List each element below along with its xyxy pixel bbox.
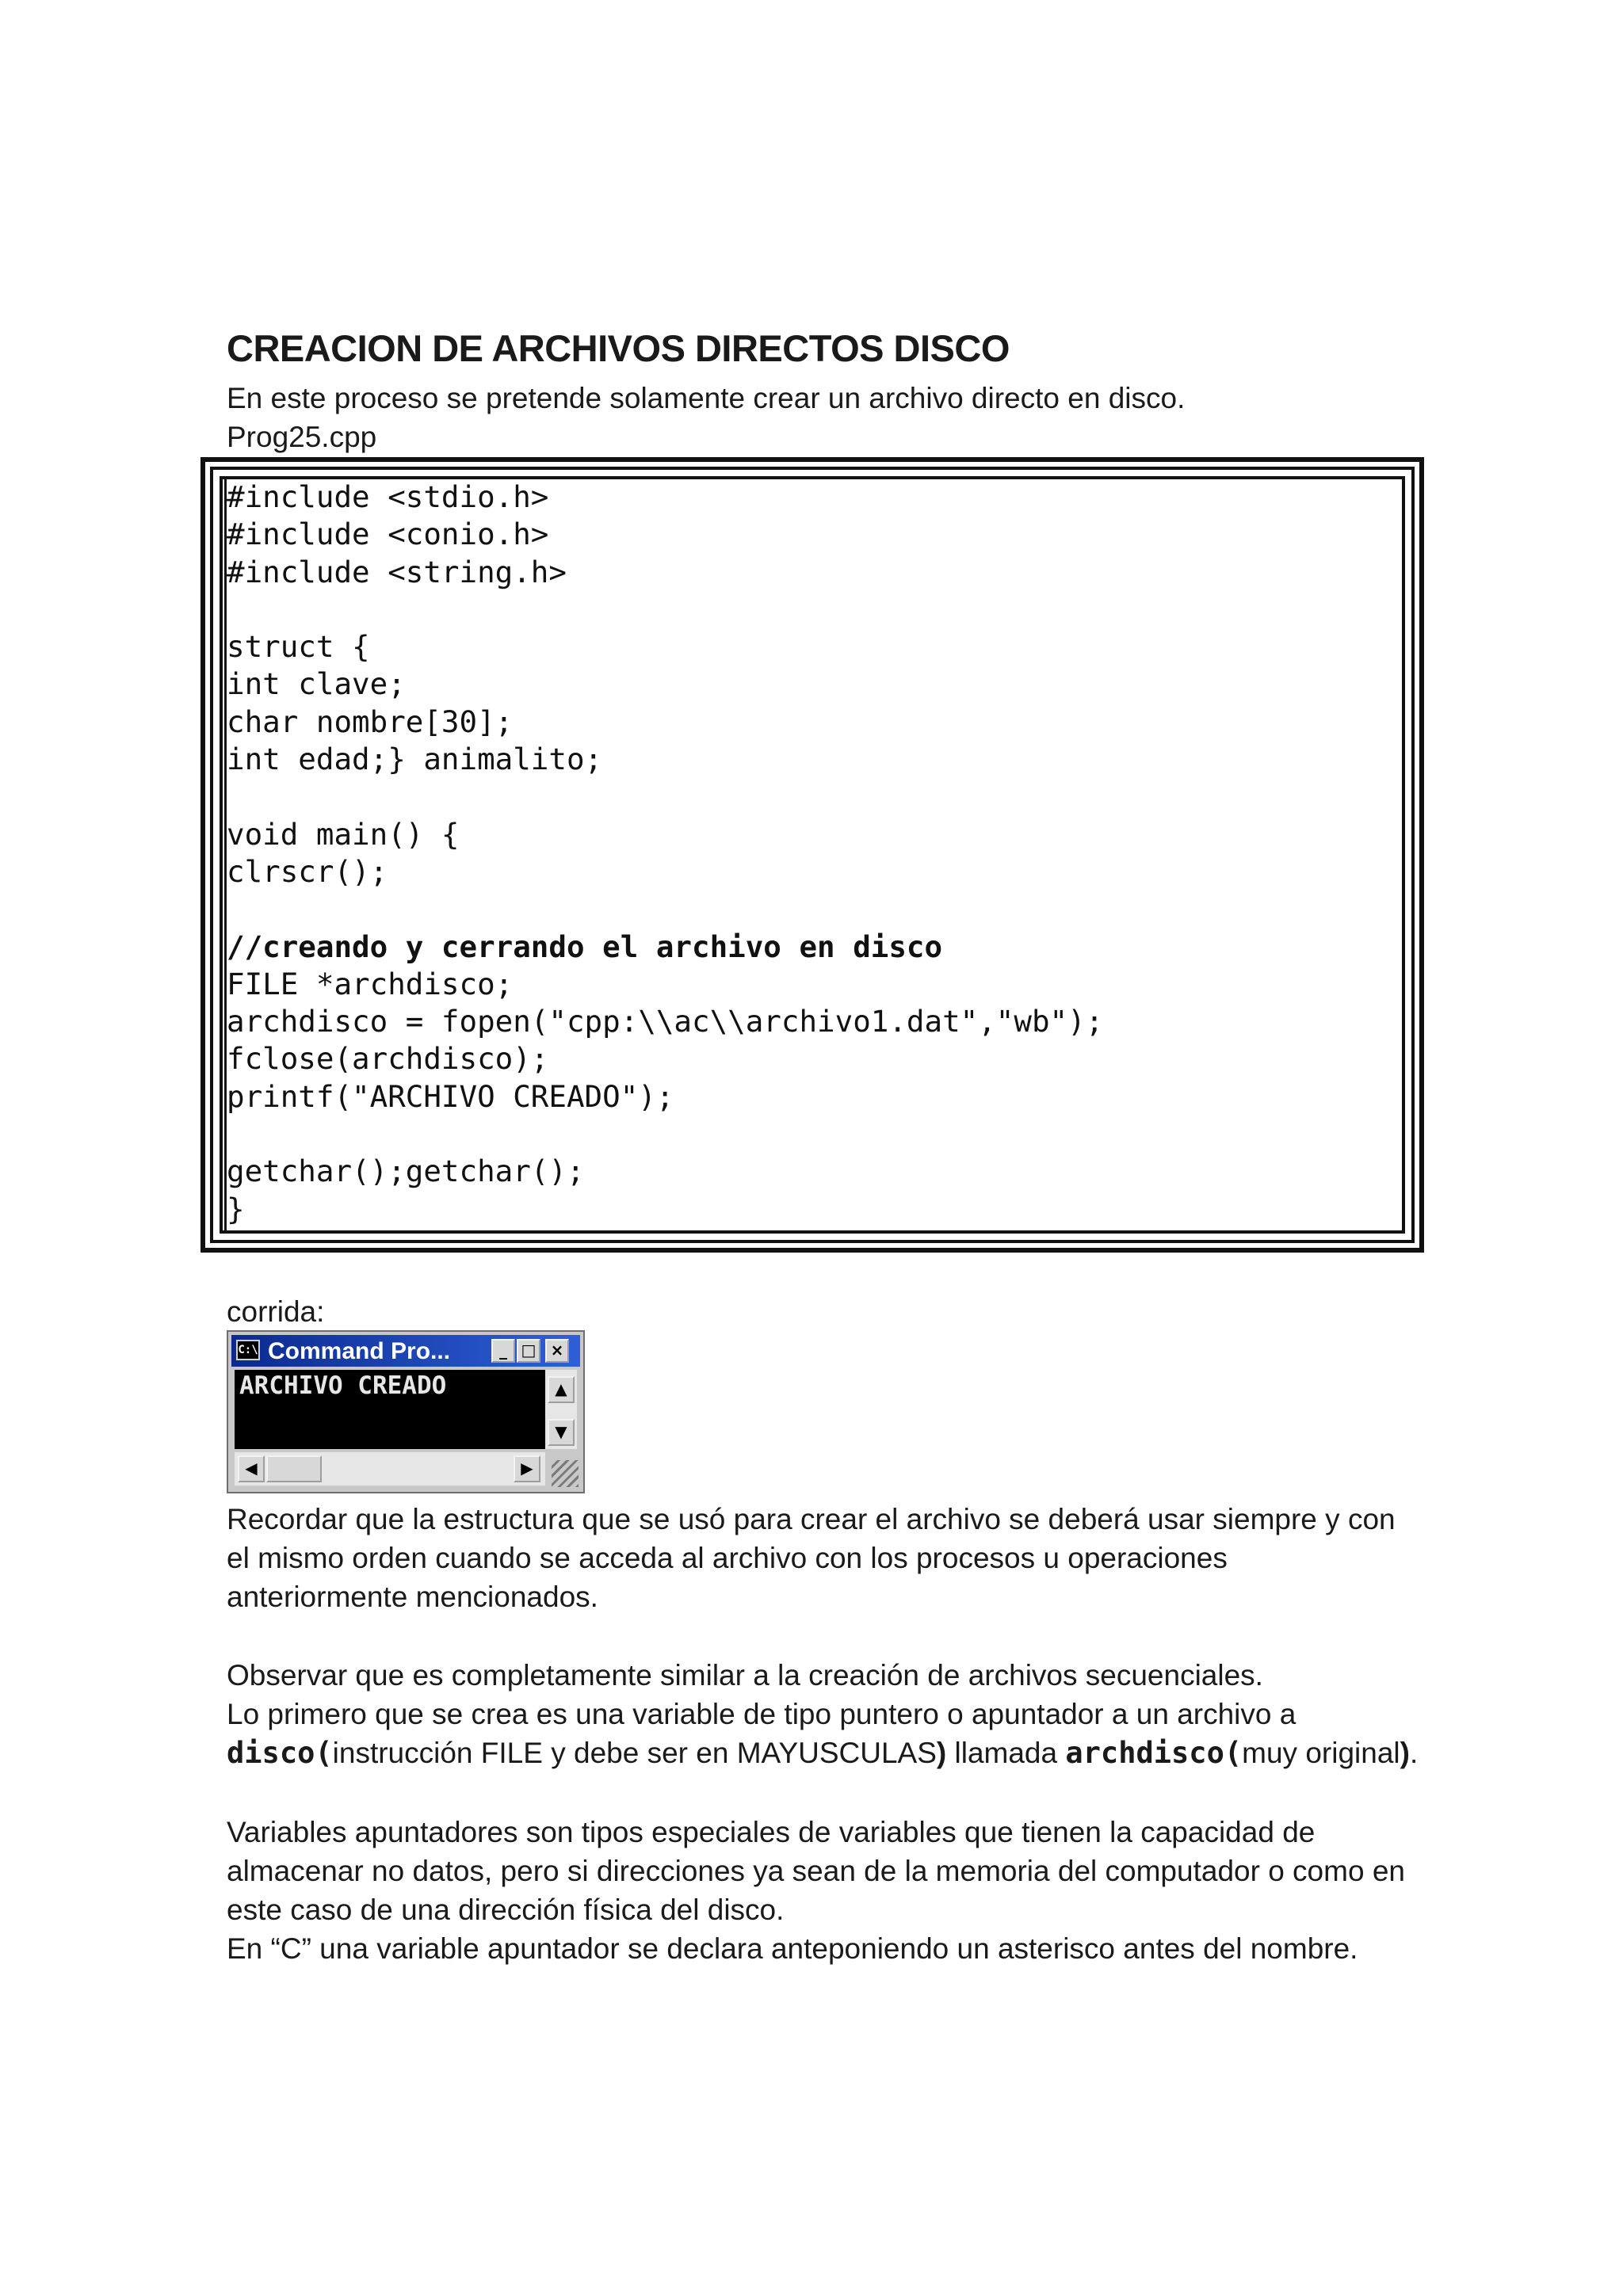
- inline-text: muy original: [1242, 1737, 1400, 1769]
- inline-paren: ): [1400, 1737, 1410, 1769]
- inline-code: archdisco(: [1065, 1736, 1243, 1770]
- code-listing: [227, 479, 1103, 1228]
- paragraph3-line: este caso de una dirección física del disco.: [227, 1894, 785, 1926]
- code-line: FILE *archdisco;: [227, 966, 514, 1001]
- code-line: struct {: [227, 629, 370, 665]
- console-output-area: [235, 1370, 545, 1449]
- code-line: #include <conio.h>: [227, 517, 549, 552]
- code-line: archdisco = fopen("cpp:\\ac\\archivo1.dat","wb");: [227, 1004, 1104, 1039]
- console-app-icon: C:\: [236, 1340, 260, 1360]
- code-line: [227, 591, 1103, 628]
- close-button[interactable]: ×: [545, 1339, 569, 1363]
- console-title-bar[interactable]: [231, 1335, 580, 1367]
- code-line: #include <stdio.h>: [227, 479, 549, 514]
- inline-text: .: [1409, 1737, 1419, 1769]
- resize-grip-icon[interactable]: [552, 1460, 579, 1487]
- code-line: }: [227, 1191, 245, 1226]
- code-line: printf("ARCHIVO CREADO");: [227, 1078, 674, 1114]
- code-line: fclose(archdisco);: [227, 1041, 549, 1077]
- maximize-button[interactable]: □: [517, 1339, 540, 1363]
- scroll-down-icon[interactable]: ▼: [548, 1419, 575, 1446]
- paragraph3-line: En “C” una variable apuntador se declara anteponiendo un asterisco antes del nombre.: [227, 1932, 1358, 1965]
- run-label: corrida:: [227, 1295, 325, 1328]
- code-line: [227, 1116, 1103, 1153]
- paragraph1-line: Recordar que la estructura que se usó para crear el archivo se deberá usar siempre y con: [227, 1503, 1396, 1535]
- code-comment-line: //creando y cerrando el archivo en disco: [227, 929, 943, 964]
- console-window: [227, 1330, 585, 1493]
- code-line: int clave;: [227, 666, 406, 702]
- code-line: int edad;} animalito;: [227, 742, 603, 777]
- scroll-thumb[interactable]: [266, 1455, 322, 1482]
- inline-paren: ): [936, 1737, 947, 1769]
- code-line: getchar();getchar();: [227, 1154, 585, 1189]
- code-line: char nombre[30];: [227, 704, 514, 739]
- paragraph3-line: almacenar no datos, pero si direcciones ya sean de la memoria del computador o como en: [227, 1855, 1405, 1887]
- console-output: ARCHIVO CREADO: [239, 1371, 447, 1400]
- vertical-scrollbar[interactable]: [545, 1370, 577, 1449]
- code-line: [227, 778, 1103, 815]
- page-title: CREACION DE ARCHIVOS DIRECTOS DISCO: [227, 327, 1010, 369]
- inline-code: disco(: [227, 1736, 333, 1770]
- code-line: #include <string.h>: [227, 554, 567, 589]
- code-line: void main() {: [227, 816, 460, 852]
- paragraph1-line: anteriormente mencionados.: [227, 1581, 598, 1613]
- paragraph2-line: [227, 1733, 1418, 1772]
- scroll-up-icon[interactable]: ▲: [548, 1376, 575, 1403]
- paragraph3-line: Variables apuntadores son tipos especiales de variables que tienen la capacidad de: [227, 1816, 1316, 1848]
- paragraph2-line: Lo primero que se crea es una variable de tipo puntero o apuntador a un archivo a: [227, 1698, 1296, 1730]
- code-line: [227, 891, 1103, 928]
- scroll-left-icon[interactable]: ◀: [238, 1455, 265, 1482]
- paragraph2-line: Observar que es completamente similar a la creación de archivos secuenciales.: [227, 1659, 1263, 1691]
- minimize-button[interactable]: _: [491, 1339, 515, 1363]
- inline-text: llamada: [946, 1737, 1066, 1769]
- inline-text: instrucción FILE y debe ser en MAYUSCULAS: [332, 1737, 937, 1769]
- code-line: clrscr();: [227, 853, 388, 889]
- console-title: Command Pro...: [268, 1338, 451, 1364]
- paragraph1-line: el mismo orden cuando se acceda al archivo con los procesos u operaciones: [227, 1542, 1228, 1574]
- file-name: Prog25.cpp: [227, 421, 377, 453]
- intro-text: En este proceso se pretende solamente crear un archivo directo en disco.: [227, 382, 1186, 414]
- scroll-right-icon[interactable]: ▶: [514, 1455, 540, 1482]
- horizontal-scrollbar[interactable]: [235, 1452, 545, 1486]
